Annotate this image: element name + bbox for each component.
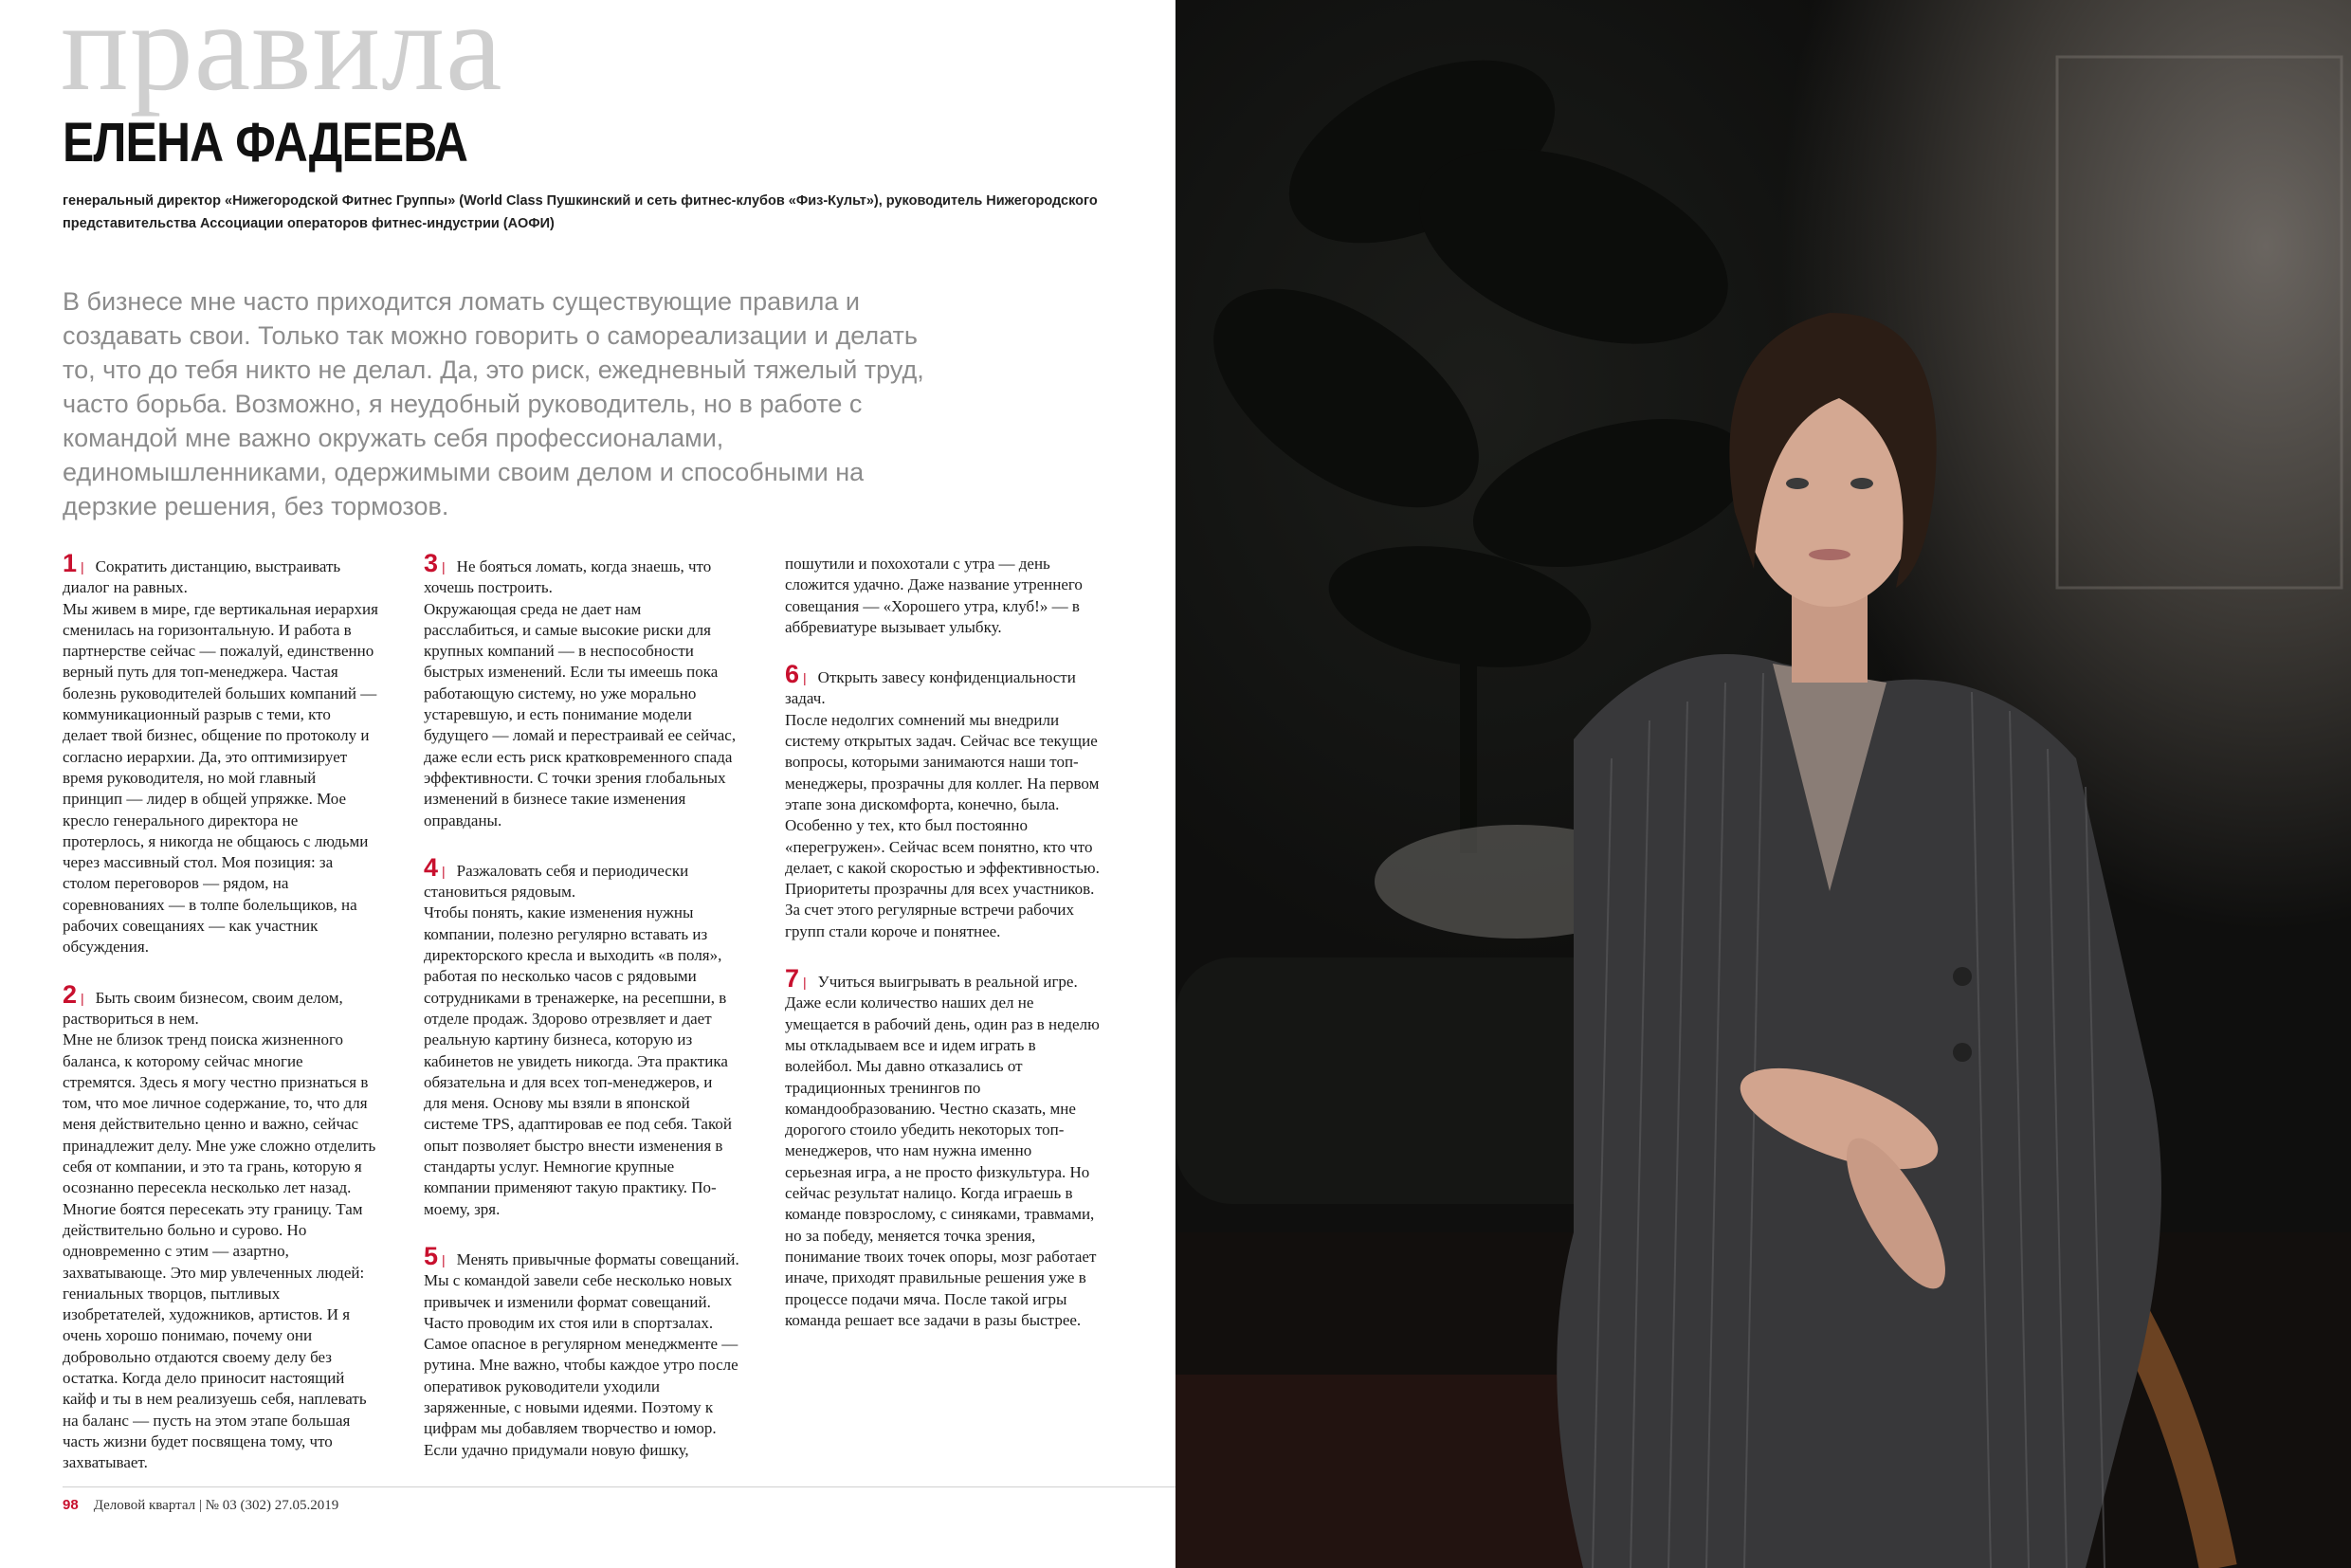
rule-title: Разжаловать себя и периодически становиться рядовым. [424,861,689,902]
rule-number: 3 [424,549,439,577]
person-role: генеральный директор «Нижегородской Фитнес Группы» (World Class Пушкинский и сеть фитнес-клубов «Физ-Культ»), руководитель Нижегородского представительства Ассоциации операторов фитнес-индустрии (АОФИ) [63,193,1098,231]
rule-divider: | [442,863,446,879]
rule-number: 1 [63,549,78,577]
rule-number: 6 [785,660,800,689]
rule-7 [785,964,1101,1331]
rule-divider: | [442,559,446,574]
rule-body: Мы живем в мире, где вертикальная иерархия сменилась на горизонтальную. И работа в партнерстве сейчас — пожалуй, единственно верный путь для топ-менеджера. Частая болезнь руководителей больших компаний — коммуникационный разрыв с теми, кто делает твой бизнес, общение по протоколу и согласно иерархии. Да, это оптимизирует время руководителя, но мой главный принцип — лидер в общей упряжке. Мое кресло генерального директора не протерлось, я никогда не общаюсь с людьми через массивный стол. Моя позиция: за столом переговоров — рядом, на соревнованиях — в толпе болельщиков, на рабочих совещаниях — как участник обсуждения. [63,599,378,957]
rule-body: После недолгих сомнений мы внедрили систему открытых задач. Сейчас все текущие вопросы, которыми занимаются наши топ-менеджеры, прозрачны для коллег. На первом этапе зона дискомфорта, конечно, была. Особенно у тех, кто был постоянно «перегружен». Сейчас всем понятно, кто что делает, с какой скоростью и эффективностью. Приоритеты прозрачны для всех участников. За счет этого регулярные встречи рабочих групп стали короче и понятнее. [785,710,1100,940]
left-eye [1786,478,1809,489]
rule-title: Учиться выигрывать в реальной игре. [817,973,1078,992]
jacket-button [1953,967,1972,986]
portrait-photo [1176,0,2351,1568]
rule-divider: | [81,559,84,574]
rule-divider: | [442,1251,446,1267]
jacket-button [1953,1043,1972,1062]
rule-3 [424,549,739,831]
rule-title: Сократить дистанцию, выстраивать диалог на равных. [63,557,341,597]
wall-moulding [2057,57,2342,588]
rule-divider: | [803,975,807,991]
rule-number: 5 [424,1241,439,1270]
rule-1 [63,549,378,958]
footer-divider [63,1486,1176,1487]
rule-2 [63,979,378,1474]
rule-body: Окружающая среда не дает нам расслабиться, и самые высокие риски для крупных компаний — в неспособности быстрых изменений. Если ты имеешь пока работающую систему, но уже морально устаревшую, и есть понимание модели будущего — ломай и перестраивай ее сейчас, даже если есть риск кратковременного спада эффективности. С точки зрения глобальных изменений в бизнесе такие изменения оправданы. [424,599,737,830]
rule-title: Открыть завесу конфиденциальности задач. [785,668,1076,708]
rule-number: 7 [785,964,800,994]
rule-number: 4 [424,852,439,882]
rule-title: Менять привычные форматы совещаний. [456,1249,739,1268]
portrait-illustration [1176,0,2351,1568]
lips [1809,549,1850,560]
rule-body: Мы с командой завели себе несколько новых привычек и изменили формат совещаний. Часто проводим их стоя или в спортзалах. Самое опасное в регулярном менеджменте — рутина. Мне важно, чтобы каждое утро после оперативок руководители уходили заряженные, с новыми идеями. Поэтому к цифрам мы добавляем творчество и юмор. Если удачно придумали новую фишку, пошутили и похохотали с утра — день сложится удачно. Даже название утреннего совещания — «Хорошего утра, клуб!» — в аббревиатуре вызывает улыбку. [424,555,1083,1459]
lead-paragraph: В бизнесе мне часто приходится ломать существующие правила и создавать свои. Только так можно говорить о самореализации и делать то, что до тебя никто не делал. Да, это риск, ежедневный тяжелый труд, часто борьба. Возможно, я неудобный руководитель, но в работе с командой мне важно окружать себя профессионалами, единомышленниками, одержимыми своим делом и способными на дерзкие решения, без тормозов. [63,287,924,520]
page-number: 98 [63,1497,79,1513]
section-kicker: правила [61,0,503,117]
rule-divider: | [803,670,807,686]
publication-info: Деловой квартал | № 03 (302) 27.05.2019 [93,1498,339,1513]
rule-title: Быть своим бизнесом, своим делом, раствориться в нем. [63,988,343,1028]
rule-body: Даже если количество наших дел не умещается в рабочий день, один раз в неделю мы откладываем все и идем играть в волейбол. Мы давно отказались от традиционных тренингов по командообразованию. Честно сказать, мне дорогого стоило убедить некоторых топ-менеджеров, что нам нужна именно серьезная игра, а не просто физкультура. Но сейчас результат налицо. Когда играешь в команде повзрослому, с синяками, травмами, но за победу, меняется точка зрения, понимание твоих точек опоры, мозг работает иначе, приходят правильные решения уже в процессе подачи мяча. После такой игры команда решает все задачи в разы быстрее. [785,994,1100,1329]
rule-divider: | [81,990,84,1006]
rule-title: Не бояться ломать, когда знаешь, что хочешь построить. [424,557,712,597]
person-name: ЕЛЕНА ФАДЕЕВА [63,112,468,173]
rule-number: 2 [63,979,78,1009]
right-eye [1850,478,1873,489]
rule-6 [785,660,1101,942]
rule-body: Чтобы понять, какие изменения нужны компании, полезно регулярно вставать из директорского кресла и выходить «в поля», работая по несколько часов с рядовыми сотрудниками в тренажерке, на ресепшни, в отделе продаж. Здорово отрезвляет и дает реальную картину бизнеса, которую из кабинетов не увидеть никогда. Эта практика обязательна и для всех топ-менеджеров, и для меня. Основу мы взяли в японской системе TPS, адаптировав ее под себя. Такой опыт позволяет быстро внести изменения в стандарты услуг. Немногие крупные компании применяют такую практику. По-моему, зря. [424,903,732,1218]
rule-4 [424,852,739,1220]
rule-body: Мне не близок тренд поиска жизненного баланса, к которому сейчас многие стремятся. Здесь я могу честно признаться в том, что мое личное содержание, то, что для меня действительно ценно и важно, сейчас принадлежит делу. Мне уже сложно отделить себя от компании, и это та грань, которую я осознанно пересекла несколько лет назад. Многие боятся пересекать эту границу. Там действительно больно и сурово. Но одновременно с этим — азартно, захватывающе. Это мир увлеченных людей: гениальных творцов, пытливых изобретателей, художников, артистов. И я очень хорошо понимаю, почему они добровольно отдаются своему делу без остатка. Когда дело приносит настоящий кайф и ты в нем реализуешь себя, наплевать на баланс — пусть на этом этапе большая часть жизни будет посвящена тому, что захватывает. [63,1030,376,1472]
page-footer [63,1497,338,1514]
article-body [63,549,1101,1479]
